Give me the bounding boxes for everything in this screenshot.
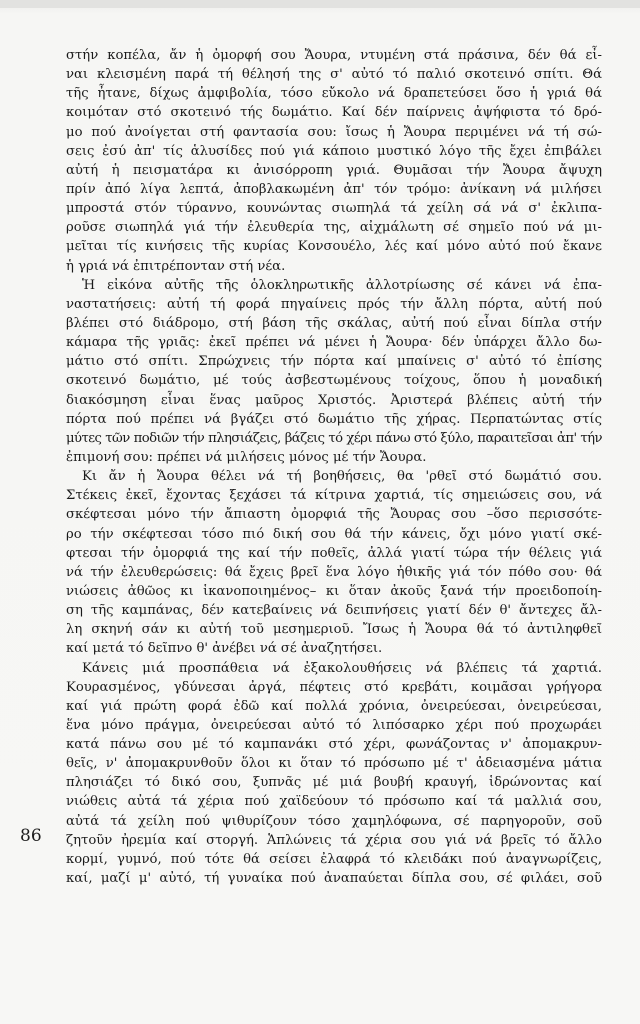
- text-line: μύτες τῶν ποδιῶν τήν πλησιάζεις, βάζεις τό χέρι πάνω στό ξύλο, παραιτεῖσαι ἀπ' τήν: [66, 430, 602, 446]
- text-line: Ἡ εἰκόνα αὐτῆς τῆς ὁλοκληρωτικῆς ἀλλοτρίωσης σέ κάνει νά ἐπα-: [82, 277, 602, 293]
- text-line: αὐτή ἡ πεισματάρα κι ἀνισόρροπη γριά. Θυμᾶσαι τήν Ἄουρα ἄψυχη: [66, 162, 602, 178]
- text-line: μο πού ἀνοίγεται στή φαντασία σου: ἴσως ἡ Ἄουρα περιμένει νά τή σώ-: [66, 124, 602, 140]
- text-line: ροῦσε σιωπηλά γιά τήν ἐλευθερία της, αἰχμάλωτη σέ σημεῖο πού νά μι-: [66, 220, 602, 236]
- text-line: ζητοῦν ἠρεμία καί στοργή. Ἁπλώνεις τά χέρια σου γιά νά βρεῖς τό ἄλλο: [66, 832, 602, 848]
- text-line: καί γιά πρώτη φορά ἐδῶ καί πολλά χρόνια, ὀνειρεύεσαι, ὀνειρεύεσαι,: [66, 698, 602, 714]
- text-line: ναστατήσεις: αὐτή τή φορά πηγαίνεις πρός τήν ἄλλη πόρτα, αὐτή πού: [66, 296, 602, 312]
- page-number: 86: [20, 826, 42, 846]
- text-line: ἐπιμονή σου: πρέπει νά μιλήσεις μόνος μέ τήν Ἄουρα.: [66, 449, 427, 465]
- text-line: τῆς ἦτανε, δίχως ἀμφιβολία, τόσο εὔκολο νά δραπετεύσει ὅσο ἡ γριά θά: [66, 86, 602, 102]
- text-line: φτεσαι τήν ὀμορφιά της καί τήν ποθεῖς, ἀλλά γιατί τώρα τήν θέλεις γιά: [66, 545, 602, 561]
- text-line: ναι κλεισμένη παρά τή θέλησή της σ' αὐτό τό παλιό σκοτεινό σπίτι. Θά: [66, 67, 602, 83]
- text-line: ρο τήν σκέφτεσαι τόσο πιό δική σου θά τήν κάνεις, ὄχι μόνο γιατί σκέ-: [66, 526, 602, 542]
- text-line: Κι ἄν ἡ Ἄουρα θέλει νά τή βοηθήσεις, θα 'ρθεῖ στό δωμάτιό σου.: [82, 469, 602, 485]
- text-line: αὐτά τά χείλη πού ψιθυρίζουν τόσο χαμηλόφωνα, σέ παρηγοροῦν, σοῦ: [66, 813, 602, 829]
- text-line: κάμαρα τῆς γριᾶς: ἐκεῖ πρέπει νά μένει ἡ Ἄουρα· δέν ὑπάρχει ἄλλο δω-: [66, 335, 602, 351]
- text-line: ἕνα μόνο πράγμα, ὀνειρεύεσαι αὐτό τό λιπόσαρκο χέρι πού προχωράει: [66, 717, 602, 733]
- text-line: λη σκηνή σάν κι αὐτή τοῦ μεσημεριοῦ. Ἴσως ἡ Ἄουρα θά τό ἀντιληφθεῖ: [66, 622, 602, 638]
- text-line: πρίν ἀπό λίγα λεπτά, ἀποβλακωμένη ἀπ' τόν τρόμο: ἀνίκανη νά μιλήσει: [66, 181, 602, 197]
- text-line: κατά πάνω σου μέ τό καμπανάκι στό χέρι, φωνάζοντας ν' ἀπομακρυν-: [66, 737, 602, 753]
- text-line: νιώθεις αὐτά τά χέρια πού χαϊδεύουν τό πρόσωπο καί τά μαλλιά σου,: [66, 794, 602, 810]
- text-line: Κάνεις μιά προσπάθεια νά ἐξακολουθήσεις νά βλέπεις τά χαρτιά.: [82, 660, 602, 676]
- text-line: ση τῆς καμπάνας, δέν κατεβαίνεις νά δειπνήσεις γιατί δέν θ' ἄντεχες ἄλ-: [66, 603, 602, 619]
- body-text: [66, 46, 602, 888]
- text-line: μπροστά στόν τύραννο, κουνώντας σιωπηλά τά χείλη σά νά σ' ἐκλιπα-: [66, 201, 602, 217]
- text-line: πόρτα πού πρέπει νά βγάζει στό δωμάτιο τῆς χήρας. Περπατώντας στίς: [66, 411, 602, 427]
- text-line: σκοτεινό δωμάτιο, μέ τούς ἀσβεστωμένους τοίχους, ὅπου ἡ μοναδική: [66, 373, 602, 389]
- text-line: μεῖται τίς κινήσεις τῆς κυρίας Κονσουέλο, λές καί μόνο αὐτό πού ἔκανε: [66, 239, 602, 255]
- text-line: στήν κοπέλα, ἄν ἡ ὀμορφή σου Ἄουρα, ντυμένη στά πράσινα, δέν θά εἶ-: [66, 48, 602, 63]
- text-line: νιώσεις ἀθῶος κι ἱκανοποιημένος– κι ὅταν ἀκοῦς ξανά τήν προειδοποίη-: [66, 583, 602, 599]
- text-line: ἡ γριά νά ἐπιτρέπονταν στή νέα.: [66, 258, 286, 274]
- text-line: πλησιάζει τό δικό σου, ξυπνᾶς μέ μιά βουβή κραυγή, ἱδρώνοντας καί: [66, 775, 602, 791]
- text-line: καί, μαζί μ' αὐτό, τή γυναίκα πού ἀναπαύεται δίπλα σου, σέ φιλάει, σοῦ: [66, 871, 602, 887]
- text-line: Κουρασμένος, γδύνεσαι ἀργά, πέφτεις στό κρεβάτι, κοιμᾶσαι γρήγορα: [66, 679, 602, 695]
- text-line: νά τήν ἐλευθερώσεις: θά ἔχεις βρεῖ ἕνα λόγο ἠθικῆς γιά τόν πόθο σου· θά: [66, 564, 602, 580]
- text-line: διακόσμηση εἶναι ἕνας μαῦρος Χριστός. Ἀριστερά βλέπεις αὐτή τήν: [66, 392, 602, 408]
- text-line: μάτιο στό σπίτι. Σπρώχνεις τήν πόρτα καί μπαίνεις σ' αὐτό τό ἐπίσης: [66, 354, 602, 370]
- text-line: κοιμόταν στό σκοτεινό τής δωμάτιο. Καί δέν παίρνεις ἀψήφιστα τό δρό-: [66, 105, 602, 121]
- text-line: κορμί, γυμνό, πού τότε θά σείσει ἐλαφρά τό κλειδάκι πού ἀναγνωρίζεις,: [66, 851, 602, 867]
- text-line: καί μετά τό δεῖπνο θ' ἀνέβει νά σέ ἀναζητήσει.: [66, 641, 383, 657]
- text-line: σεις ἐσύ ἀπ' τίς ἁλυσίδες πού γιά κάποιο μυστικό λόγο τῆς ἔχει ἐπιβάλει: [66, 143, 602, 159]
- text-line: Στέκεις ἐκεῖ, ἔχοντας ξεχάσει τά κίτρινα χαρτιά, τίς σημειώσεις σου, νά: [66, 488, 602, 504]
- scan-top-edge: [0, 0, 640, 8]
- text-line: σκέφτεσαι μόνο τήν ἄπιαστη ὀμορφιά τῆς Ἄουρας σου –ὅσο περισσότε-: [66, 507, 602, 523]
- text-line: θεῖς, ν' ἀπομακρυνθοῦν ὅλοι κι ὅταν τό πρόσωπο μέ τ' ἀδειασμένα μάτια: [66, 756, 602, 772]
- text-line: βλέπει στό διάδρομο, στή βάση τῆς σκάλας, αὐτή πού εἶναι δίπλα στήν: [66, 315, 602, 331]
